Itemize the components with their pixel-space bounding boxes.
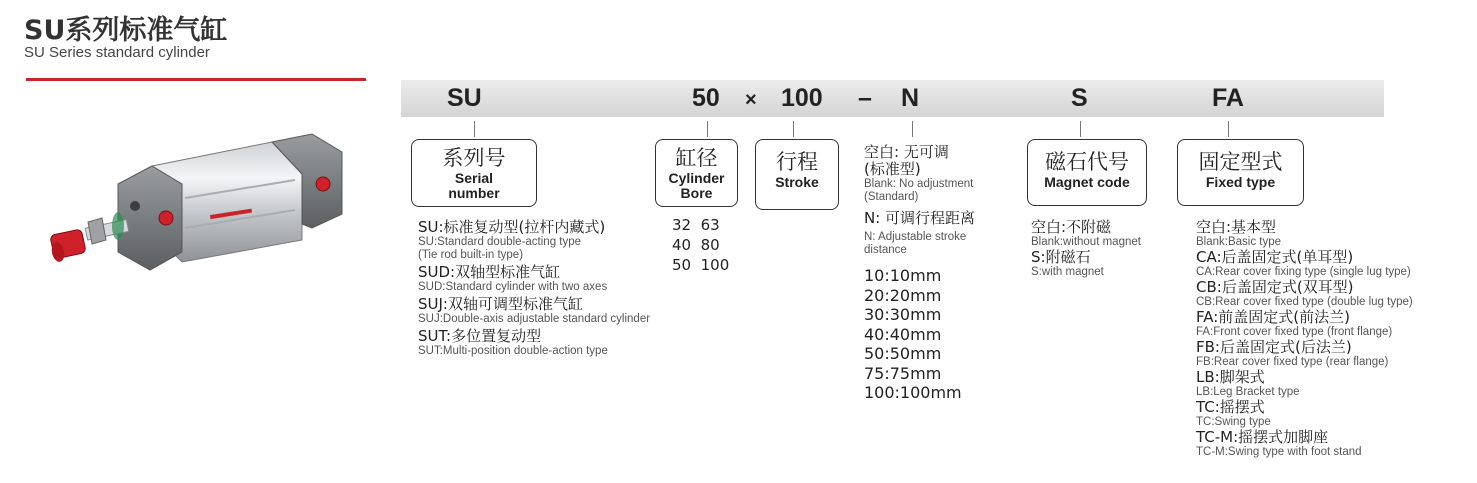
code-times: × bbox=[745, 89, 757, 111]
stroke-box-cn: 行程 bbox=[776, 150, 818, 174]
bore-value: 80 bbox=[700, 236, 720, 254]
mount-item-title: FA:前盖固定式(前法兰) bbox=[1196, 308, 1351, 326]
mount-item-desc: FB:Rear cover fixed type (rear flange) bbox=[1196, 356, 1389, 368]
mount-item-title: FB:后盖固定式(后法兰) bbox=[1196, 338, 1352, 356]
bore-value: 100 bbox=[700, 256, 730, 274]
stroke-item: 75:75mm bbox=[864, 363, 942, 383]
code-magnet: S bbox=[1071, 84, 1088, 112]
mount-item-desc: TC-M:Swing type with foot stand bbox=[1196, 446, 1362, 458]
code-dash: – bbox=[858, 84, 872, 112]
stroke-box-en: Stroke bbox=[775, 174, 819, 190]
serial-box-en2: number bbox=[448, 185, 500, 201]
mount-item-desc: LB:Leg Bracket type bbox=[1196, 386, 1300, 398]
serial-number-box bbox=[411, 139, 537, 207]
stroke-item: 30:30mm bbox=[864, 305, 942, 324]
magnet-box-cn: 磁石代号 bbox=[1045, 150, 1129, 174]
mount-item-desc: Blank:Basic type bbox=[1196, 236, 1282, 248]
magnet-box-en: Magnet code bbox=[1044, 174, 1130, 190]
adjust-blank-cn2: (标准型) bbox=[864, 160, 921, 178]
stroke-box bbox=[755, 139, 839, 210]
code-adjust: N bbox=[901, 84, 920, 112]
mount-item-title: TC-M:摇摆式加脚座 bbox=[1196, 428, 1329, 446]
magnet-item-title: 空白:不附磁 bbox=[1031, 218, 1112, 236]
series-item-desc: SUD:Standard cylinder with two axes bbox=[418, 281, 608, 293]
bore-row bbox=[672, 215, 729, 235]
code-series: SU bbox=[447, 84, 482, 112]
connector-series bbox=[474, 121, 475, 137]
stroke-item: 20:20mm bbox=[864, 285, 942, 305]
adjust-blank-en2: (Standard) bbox=[864, 191, 919, 203]
page-title: SU系列标准气缸 bbox=[24, 15, 228, 46]
connector-mount bbox=[1228, 121, 1229, 137]
cylinder-product-image bbox=[40, 128, 350, 288]
bore-size-table bbox=[672, 215, 729, 275]
fixed-type-box bbox=[1177, 139, 1304, 206]
connector-stroke bbox=[793, 121, 794, 137]
fixed-box-en: Fixed type bbox=[1205, 174, 1276, 190]
code-mount: FA bbox=[1212, 84, 1244, 112]
adjust-blank-cn: 空白: 无可调 bbox=[864, 143, 949, 161]
code-bore: 50 bbox=[692, 84, 720, 112]
mount-list bbox=[1196, 219, 1413, 459]
adjust-n-cn: N: 可调行程距离 bbox=[864, 209, 976, 227]
series-item-desc: SUJ:Double-axis adjustable standard cylinder bbox=[418, 313, 651, 325]
series-item-title: SUD:双轴型标准气缸 bbox=[418, 263, 561, 281]
magnet-item-title: S:附磁石 bbox=[1031, 248, 1091, 266]
series-item-desc: SU:Standard double-acting type bbox=[418, 236, 582, 248]
mount-item-desc: FA:Front cover fixed type (front flange) bbox=[1196, 326, 1393, 338]
stroke-item: 100:100mm bbox=[864, 383, 962, 402]
magnet-code-box bbox=[1027, 139, 1147, 206]
series-item-title: SU:标准复动型(拉杆内藏式) bbox=[418, 218, 606, 236]
magnet-item-desc: S:with magnet bbox=[1031, 266, 1104, 278]
bore-box-en2: Bore bbox=[680, 185, 713, 201]
bore-value: 40 bbox=[672, 236, 692, 254]
connector-adjust bbox=[912, 121, 913, 137]
code-stroke: 100 bbox=[781, 84, 823, 112]
mount-item-desc: TC:Swing type bbox=[1196, 416, 1271, 428]
series-item-desc: (Tie rod built-in type) bbox=[418, 249, 524, 261]
mount-item-title: CB:后盖固定式(双耳型) bbox=[1196, 278, 1354, 296]
title-underline bbox=[26, 78, 366, 81]
adjust-blank-en: Blank: No adjustment bbox=[864, 178, 974, 190]
bore-box-en1: Cylinder bbox=[668, 170, 725, 186]
serial-box-cn: 系列号 bbox=[442, 146, 506, 170]
adjust-list bbox=[864, 144, 975, 257]
bore-value: 32 bbox=[672, 216, 692, 234]
bore-row bbox=[672, 255, 729, 275]
stroke-item: 10:10mm bbox=[864, 266, 942, 285]
stroke-item: 50:50mm bbox=[864, 344, 942, 363]
stroke-item: 40:40mm bbox=[864, 324, 942, 344]
serial-box-en1: Serial bbox=[454, 170, 494, 186]
stroke-list bbox=[864, 266, 962, 403]
cylinder-bore-box bbox=[655, 139, 738, 207]
bore-box-cn: 缸径 bbox=[675, 146, 718, 170]
mount-item-title: LB:脚架式 bbox=[1196, 368, 1265, 386]
series-item-desc: SUT:Multi-position double-action type bbox=[418, 345, 608, 357]
connector-magnet bbox=[1080, 121, 1081, 137]
bore-row bbox=[672, 235, 729, 255]
mount-item-desc: CB:Rear cover fixed type (double lug type) bbox=[1196, 296, 1413, 308]
series-item-title: SUJ:双轴可调型标准气缸 bbox=[418, 295, 583, 313]
mount-item-title: 空白:基本型 bbox=[1196, 218, 1277, 236]
fixed-box-cn: 固定型式 bbox=[1198, 150, 1283, 174]
bore-value: 50 bbox=[672, 256, 692, 274]
bore-value: 63 bbox=[700, 216, 720, 234]
series-item-title: SUT:多位置复动型 bbox=[418, 327, 542, 345]
mount-item-title: CA:后盖固定式(单耳型) bbox=[1196, 248, 1354, 266]
page-subtitle: SU Series standard cylinder bbox=[24, 44, 210, 61]
mount-item-title: TC:摇摆式 bbox=[1196, 398, 1265, 416]
adjust-n-en2: distance bbox=[864, 244, 907, 256]
magnet-item-desc: Blank:without magnet bbox=[1031, 236, 1141, 248]
series-list bbox=[418, 219, 650, 358]
adjust-n-en: N: Adjustable stroke bbox=[864, 231, 967, 243]
connector-bore bbox=[707, 121, 708, 137]
magnet-list bbox=[1031, 219, 1141, 279]
mount-item-desc: CA:Rear cover fixing type (single lug type) bbox=[1196, 266, 1411, 278]
